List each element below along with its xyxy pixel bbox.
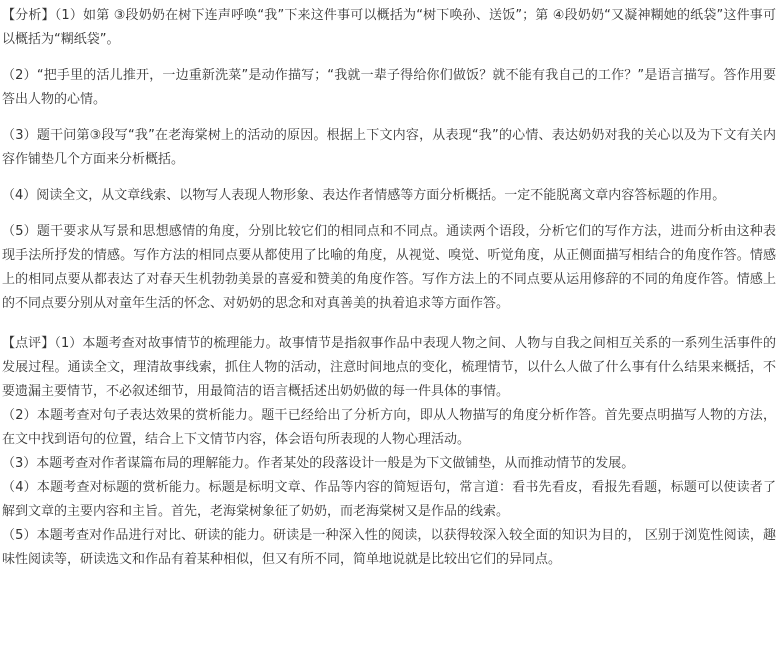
- comment-paragraph-3: （3）本题考查对作者谋篇布局的理解能力。作者某处的段落设计一般是为下文做铺垫，从而推动情节的发展。: [2, 456, 635, 471]
- answer-document: [2, 4, 776, 572]
- comment-paragraph-1: 【点评】（1）本题考查对故事情节的梳理能力。故事情节是指叙事作品中表现人物之间、人物与自我之间相互关系的一系列生活事件的发展过程。通读全文，理清故事线索，抓住人物的活动，注意时间地点的变化，梳理情节，以什么人做了什么事有什么结果来概括，不要遗漏主要情节，不必叙述细节，用最简洁的语言概括述出奶奶做的每一件具体的事情。: [2, 336, 776, 399]
- comment-paragraph-5: （5）本题考查对作品进行对比、研读的能力。研读是一种深入性的阅读，以获得较深入较全面的知识为目的， 区别于浏览性阅读，趣味性阅读等，研读选文和作品有着某种相似，但又有所不同，简单地说就是比较出它们的异同点。: [2, 528, 776, 567]
- analysis-paragraph-2: （2）“把手里的活儿推开，一边重新洗菜”是动作描写；“我就一辈子得给你们做饭？就不能有我自己的工作？”是语言描写。答作用要答出人物的心情。: [2, 68, 776, 107]
- analysis-paragraph-1: 【分析】（1）如第 ③段奶奶在树下连声呼唤“我”下来这件事可以概括为“树下唤孙、送饭”；第 ④段奶奶“又凝神糊她的纸袋”这件事可以概括为“糊纸袋”。: [2, 8, 776, 47]
- comment-paragraph-4: （4）本题考查对标题的赏析能力。标题是标明文章、作品等内容的简短语句，常言道：看书先看皮，看报先看题，标题可以使读者了解到文章的主要内容和主旨。首先，老海棠树象征了奶奶，而老海棠树又是作品的线索。: [2, 480, 776, 519]
- analysis-section: [2, 4, 776, 316]
- analysis-paragraph-3: （3）题干问第③段写“我”在老海棠树上的活动的原因。根据上下文内容，从表现“我”的心情、表达奶奶对我的关心以及为下文有关内容作铺垫几个方面来分析概括。: [2, 128, 776, 167]
- analysis-paragraph-4: （4）阅读全文，从文章线索、以物写人表现人物形象、表达作者情感等方面分析概括。一定不能脱离文章内容答标题的作用。: [2, 188, 726, 203]
- comment-paragraph-2: （2）本题考查对句子表达效果的赏析能力。题干已经给出了分析方向，即从人物描写的角度分析作答。首先要点明描写人物的方法，在文中找到语句的位置，结合上下文情节内容，体会语句所表现的人物心理活动。: [2, 408, 776, 447]
- comment-section: [2, 332, 776, 572]
- analysis-paragraph-5: （5）题干要求从写景和思想感情的角度，分别比较它们的相同点和不同点。通读两个语段，分析它们的写作方法，进而分析由这种表现手法所抒发的情感。写作方法的相同点要从都使用了比喻的角度，从视觉、嗅觉、听觉角度，从正侧面描写相结合的角度作答。情感上的相同点要从都表达了对春天生机勃勃美景的喜爱和赞美的角度作答。写作方法上的不同点要从运用修辞的不同的角度作答。情感上的不同点要分别从对童年生活的怀念、对奶奶的思念和对真善美的执着追求等方面作答。: [2, 224, 776, 311]
